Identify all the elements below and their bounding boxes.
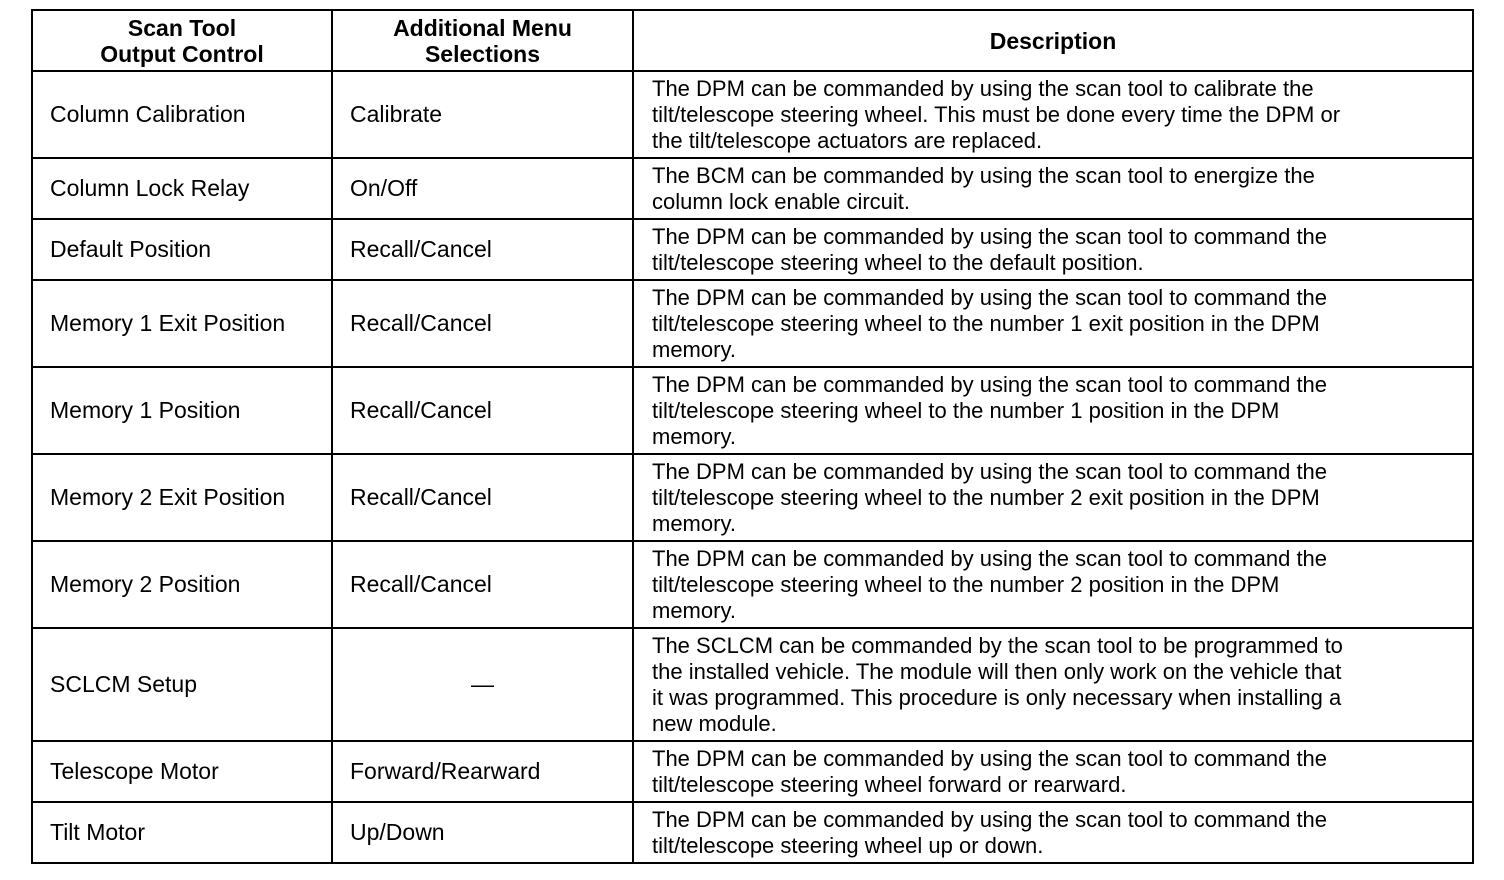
table-row <box>32 158 1473 219</box>
table-row <box>32 454 1473 541</box>
description-line: tilt/telescope steering wheel to the number 1 exit position in the DPM <box>652 310 1320 336</box>
description-line: The DPM can be commanded by using the scan tool to command the <box>652 284 1328 310</box>
header-output-control <box>32 10 332 71</box>
table-row <box>32 628 1473 741</box>
table-row <box>32 280 1473 367</box>
description-line: memory. <box>652 597 736 623</box>
description-cell <box>633 741 1473 802</box>
output-control-cell: Tilt Motor <box>32 802 332 863</box>
description-line: memory. <box>652 423 736 449</box>
table-row <box>32 367 1473 454</box>
header-menu-selections <box>332 10 633 71</box>
table-row <box>32 541 1473 628</box>
output-control-cell: Memory 1 Position <box>32 367 332 454</box>
description-cell <box>633 280 1473 367</box>
menu-selections-cell: Up/Down <box>332 802 633 863</box>
table-row <box>32 741 1473 802</box>
description-line: column lock enable circuit. <box>652 188 911 214</box>
description-line: tilt/telescope steering wheel to the default position. <box>652 249 1144 275</box>
output-control-cell: SCLCM Setup <box>32 628 332 741</box>
menu-selections-cell: Recall/Cancel <box>332 541 633 628</box>
menu-selections-cell: Recall/Cancel <box>332 454 633 541</box>
description-line: memory. <box>652 336 736 362</box>
description-line: the tilt/telescope actuators are replaced. <box>652 127 1043 153</box>
output-control-cell: Memory 1 Exit Position <box>32 280 332 367</box>
menu-selections-cell: Calibrate <box>332 71 633 158</box>
menu-selections-cell: On/Off <box>332 158 633 219</box>
menu-selections-cell: Recall/Cancel <box>332 219 633 280</box>
description-cell <box>633 71 1473 158</box>
header-description: Description <box>633 10 1473 71</box>
header-output-control-line: Scan Tool <box>127 14 237 41</box>
menu-selections-cell: Recall/Cancel <box>332 367 633 454</box>
description-cell <box>633 628 1473 741</box>
description-cell <box>633 219 1473 280</box>
description-line: tilt/telescope steering wheel. This must be done every time the DPM or <box>652 101 1341 127</box>
description-line: The DPM can be commanded by using the scan tool to command the <box>652 545 1328 571</box>
output-control-cell: Memory 2 Position <box>32 541 332 628</box>
description-line: The BCM can be commanded by using the scan tool to energize the <box>652 162 1315 188</box>
description-line: tilt/telescope steering wheel up or down. <box>652 832 1044 858</box>
header-row <box>32 10 1473 71</box>
menu-selections-cell: Forward/Rearward <box>332 741 633 802</box>
description-cell <box>633 541 1473 628</box>
description-line: The DPM can be commanded by using the scan tool to command the <box>652 371 1328 397</box>
description-line: The DPM can be commanded by using the scan tool to command the <box>652 745 1328 771</box>
description-line: The DPM can be commanded by using the scan tool to command the <box>652 458 1328 484</box>
header-menu-selections-line: Selections <box>424 40 541 67</box>
table-row <box>32 71 1473 158</box>
description-line: it was programmed. This procedure is only necessary when installing a <box>652 684 1342 710</box>
description-line: tilt/telescope steering wheel to the number 1 position in the DPM <box>652 397 1280 423</box>
description-line: new module. <box>652 710 777 736</box>
description-cell <box>633 158 1473 219</box>
description-line: tilt/telescope steering wheel forward or rearward. <box>652 771 1127 797</box>
output-control-cell: Memory 2 Exit Position <box>32 454 332 541</box>
table-body <box>32 71 1473 863</box>
description-line: The DPM can be commanded by using the scan tool to command the <box>652 223 1328 249</box>
table-row <box>32 219 1473 280</box>
description-cell <box>633 454 1473 541</box>
description-line: tilt/telescope steering wheel to the number 2 exit position in the DPM <box>652 484 1320 510</box>
scan-tool-output-control-table <box>31 9 1474 864</box>
menu-selections-cell: — <box>332 628 633 741</box>
output-control-cell: Telescope Motor <box>32 741 332 802</box>
table-row <box>32 802 1473 863</box>
header-output-control-line: Output Control <box>100 40 264 67</box>
output-control-cell: Column Lock Relay <box>32 158 332 219</box>
header-menu-selections-line: Additional Menu <box>393 14 572 41</box>
description-cell <box>633 367 1473 454</box>
description-line: the installed vehicle. The module will then only work on the vehicle that <box>652 658 1342 684</box>
description-line: The SCLCM can be commanded by the scan tool to be programmed to <box>652 632 1343 658</box>
description-line: The DPM can be commanded by using the scan tool to calibrate the <box>652 75 1314 101</box>
description-line: tilt/telescope steering wheel to the number 2 position in the DPM <box>652 571 1280 597</box>
description-line: memory. <box>652 510 736 536</box>
output-control-cell: Column Calibration <box>32 71 332 158</box>
description-line: The DPM can be commanded by using the scan tool to command the <box>652 806 1328 832</box>
output-control-cell: Default Position <box>32 219 332 280</box>
description-cell <box>633 802 1473 863</box>
menu-selections-cell: Recall/Cancel <box>332 280 633 367</box>
